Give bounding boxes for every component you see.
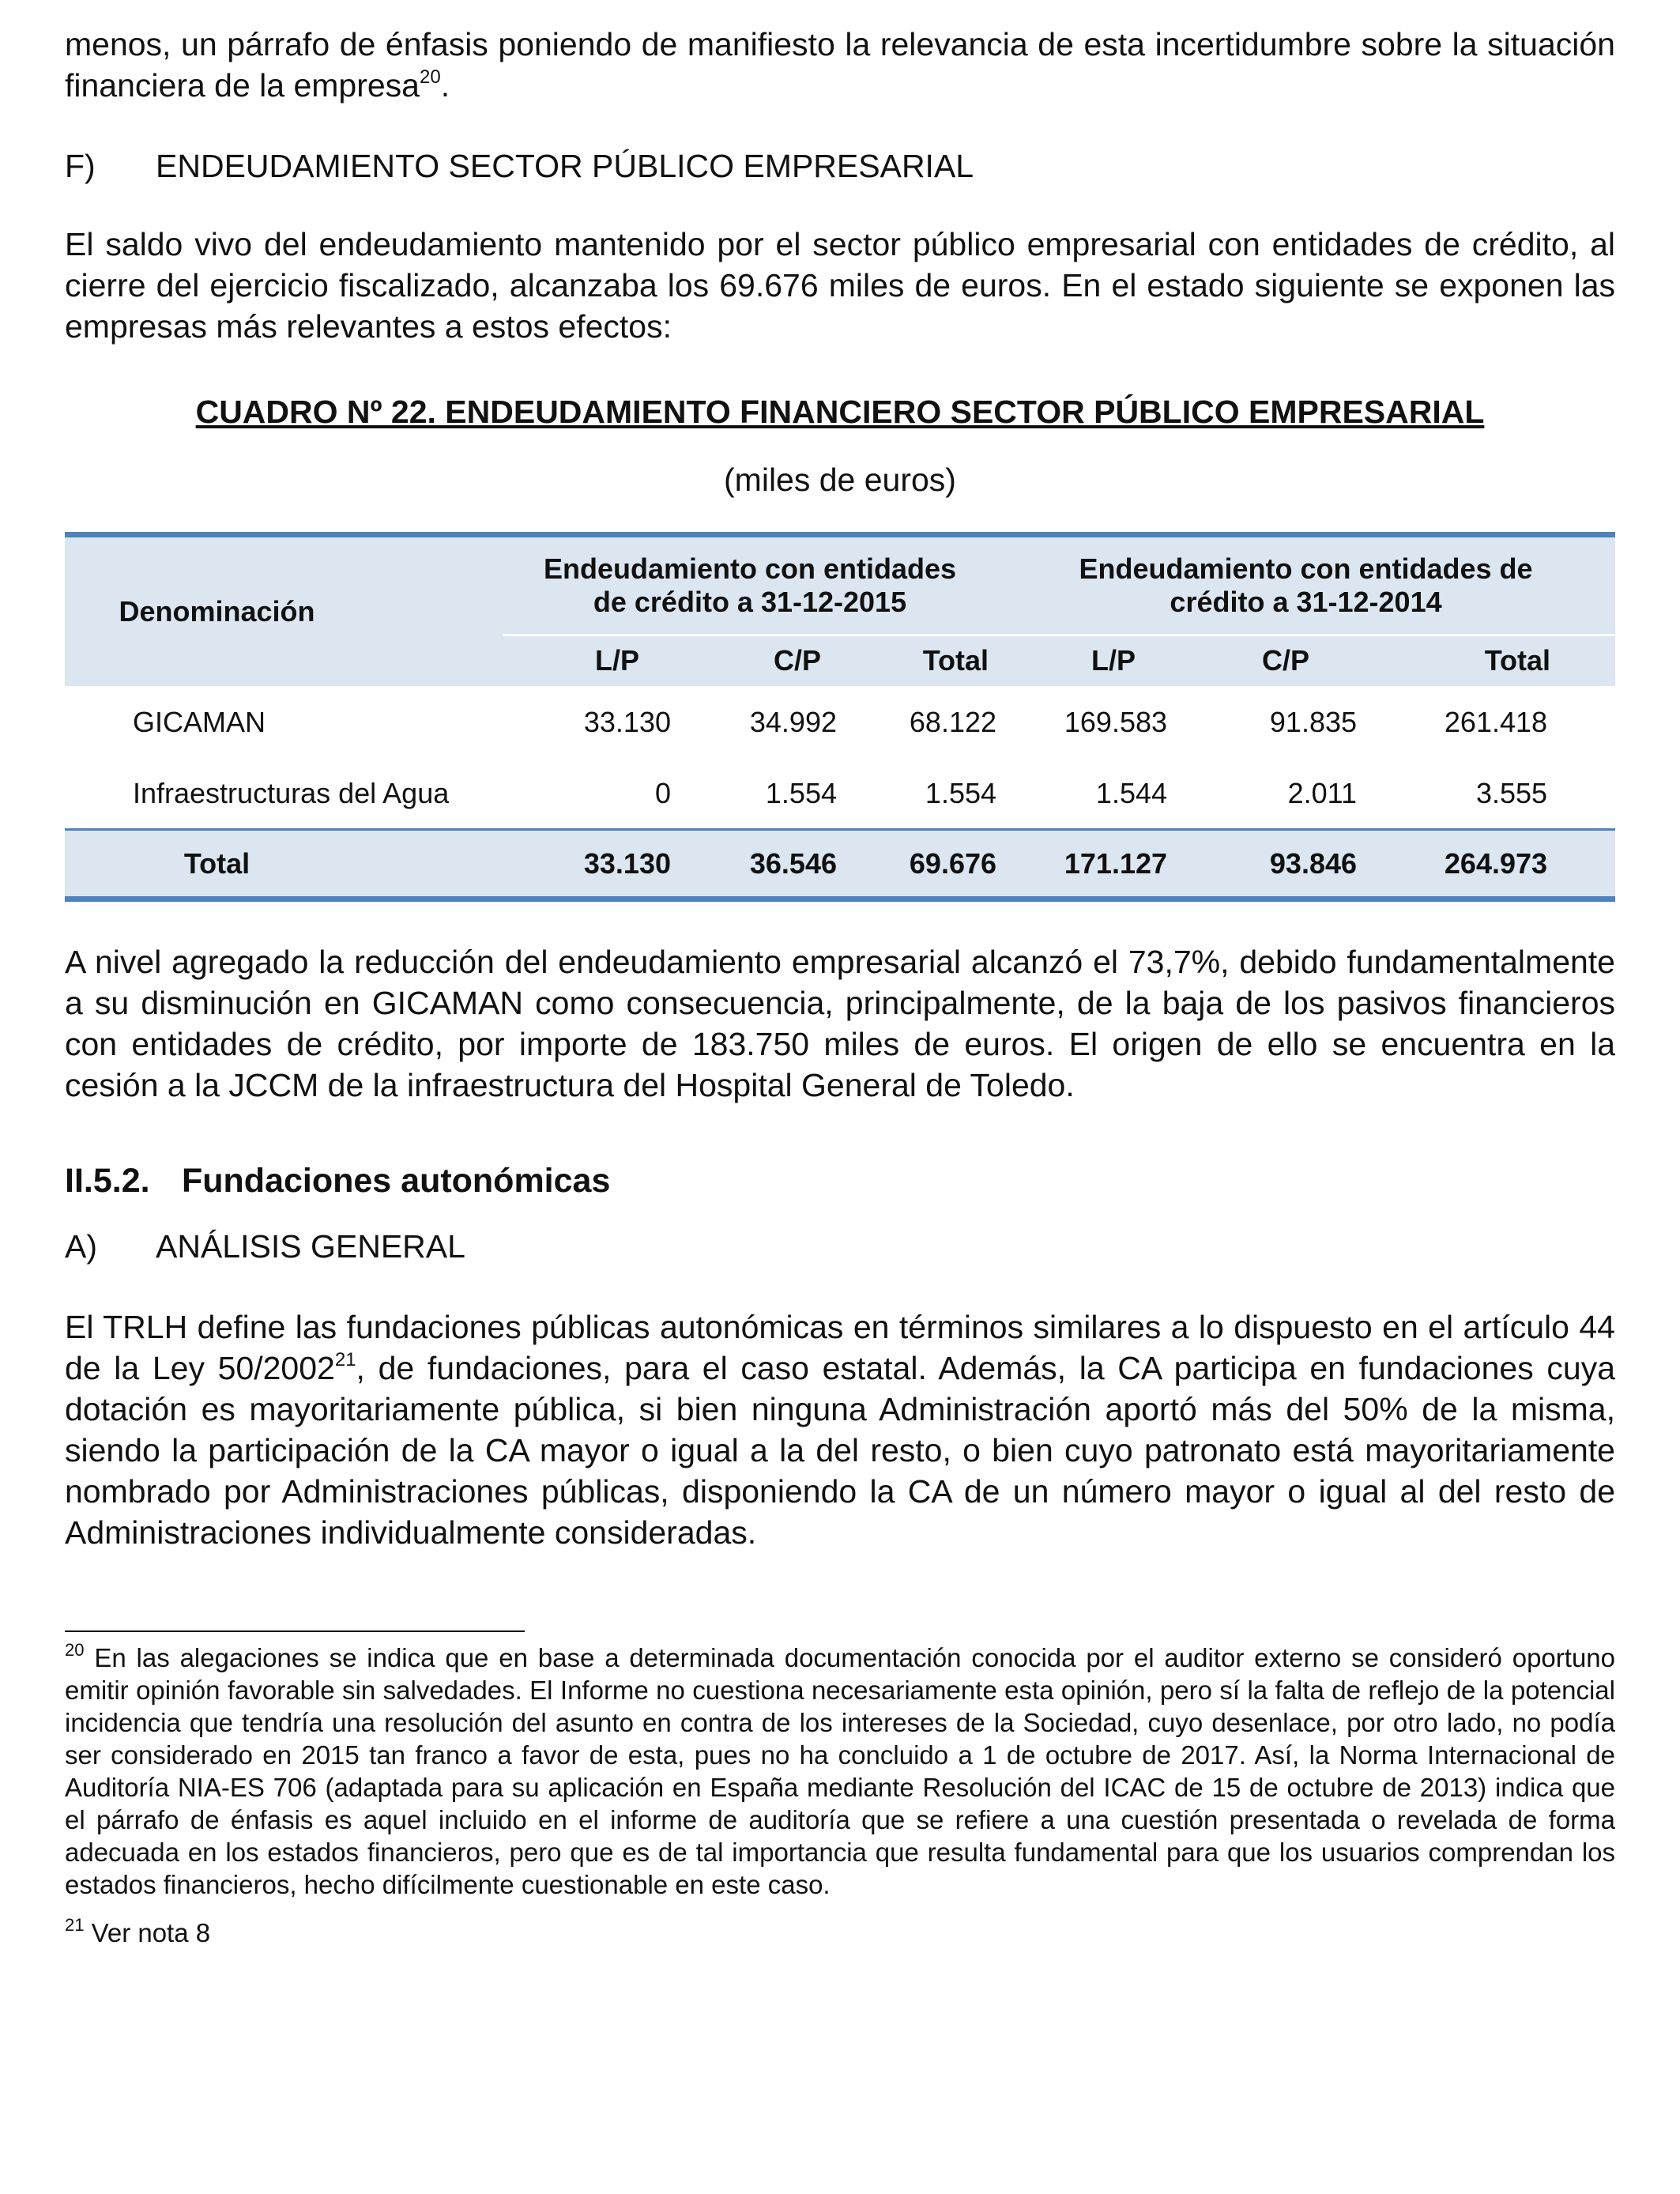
intro-paragraph — [65, 24, 1615, 106]
trlh-text-end: , de fundaciones, para el caso estatal. Además, la CA participa en fundaciones cuya dotación es mayoritariamente pública, si bien ninguna Administración aportó más del 50% de la misma, siendo la participación de la CA mayor o igual a la del resto, o bien cuyo patronato está mayoritariamente nombrado por Administraciones públicas, disponiendo la CA de un número mayor o igual al del resto de Administraciones individualmente consideradas. — [65, 1350, 1615, 1551]
header-denominacion: Denominación — [65, 535, 503, 686]
cell: 1.544 — [1095, 776, 1168, 809]
row-name: Infraestructuras del Agua — [133, 776, 450, 809]
table-units: (miles de euros) — [724, 462, 956, 498]
heading-a — [65, 1226, 1615, 1267]
total-cell: 36.546 — [671, 830, 837, 899]
cell: 261.418 — [1444, 705, 1548, 738]
subheader-total-2015: Total — [837, 635, 996, 686]
cell: 1.554 — [925, 776, 997, 809]
subheader-lp-2014: L/P — [996, 635, 1167, 686]
section-number: II.5.2. — [65, 1162, 150, 1200]
subheader-total-2014: Total — [1357, 635, 1615, 686]
footnote-20-text: En las alegaciones se indica que en base a determinada documentación conocida por el auditor externo se consideró oportuno emitir opinión favorable sin salvedades. El Informe no cuestiona necesariamente esta opinión, pero sí la falta de reflejo de la potencial incidencia que tendría una resolución del asunto en contra de los intereses de la Sociedad, cuyo desenlace, por otro lado, no podía ser considerado en 2015 tan franco a favor de esta, pues no ha concluido a 1 de octubre de 2017. Así, la Norma Internacional de Auditoría NIA-ES 706 (adaptada para su aplicación en España mediante Resolución del ICAC de 15 de octubre de 2013) indica que el párrafo de énfasis es aquel incluido en el informe de auditoría que se refiere a una cuestión presentada o revelada de forma adecuada en los estados financieros, pero que es de tal importancia que resulta fundamental para que los usuarios comprendan los estados financieros, hecho difícilmente cuestionable en este caso. — [65, 1643, 1615, 1899]
cell: 91.835 — [1269, 705, 1358, 738]
total-cell: 171.127 — [996, 830, 1167, 899]
footnote-21 — [65, 1917, 1615, 1949]
cell: 34.992 — [749, 705, 837, 738]
cell: 3.555 — [1475, 776, 1548, 809]
cell: 33.130 — [583, 705, 671, 738]
table-row — [65, 686, 1615, 759]
trlh-paragraph — [65, 1306, 1615, 1553]
document-page — [65, 24, 1615, 1949]
total-cell: 69.676 — [837, 830, 996, 899]
cell: 0 — [654, 776, 671, 809]
total-cell: 264.973 — [1357, 830, 1615, 899]
intro-end: . — [440, 67, 450, 104]
footnote-divider — [65, 1630, 525, 1632]
heading-a-title: ANÁLISIS GENERAL — [156, 1228, 465, 1265]
footnote-20 — [65, 1642, 1615, 1901]
debt-table — [65, 532, 1615, 902]
header-group-2014: Endeudamiento con entidades de crédito a 31-12-2014 — [996, 535, 1615, 635]
section-heading — [65, 1159, 1615, 1202]
total-cell: 93.846 — [1167, 830, 1357, 899]
intro-text: menos, un párrafo de énfasis poniendo de manifiesto la relevancia de esta incertidumbre sobre la situación financiera de la empresa — [65, 26, 1615, 104]
footnote-ref-21[interactable]: 21 — [334, 1349, 356, 1371]
heading-a-letter: A) — [65, 1228, 97, 1265]
subheader-lp-2015: L/P — [503, 635, 671, 686]
heading-f-title: ENDEUDAMIENTO SECTOR PÚBLICO EMPRESARIAL — [156, 148, 974, 184]
row-name: GICAMAN — [133, 705, 266, 738]
subheader-cp-2015: C/P — [671, 635, 837, 686]
cell: 1.554 — [765, 776, 837, 809]
table-row — [65, 759, 1615, 830]
table-caption: CUADRO Nº 22. ENDEUDAMIENTO FINANCIERO SECTOR PÚBLICO EMPRESARIAL — [195, 394, 1485, 430]
footnote-21-text: Ver nota 8 — [84, 1918, 211, 1947]
debt-paragraph: El saldo vivo del endeudamiento mantenido por el sector público empresarial con entidades de crédito, al cierre del ejercicio fiscalizado, alcanzaba los 69.676 miles de euros. En el estado siguiente se exponen las empresas más relevantes a estos efectos: — [65, 226, 1615, 345]
footnote-ref-20[interactable]: 20 — [419, 66, 441, 89]
footnote-21-number: 21 — [65, 1915, 85, 1935]
footnote-20-number: 20 — [65, 1640, 85, 1660]
total-label: Total — [65, 830, 503, 899]
cell: 169.583 — [1064, 705, 1168, 738]
cell: 2.011 — [1287, 776, 1358, 809]
trlh-text-start: El TRLH define las fundaciones públicas autonómicas en términos similares a lo dispuesto en el artículo 44 de la Ley 50/2002 — [65, 1309, 1615, 1386]
cell: 68.122 — [909, 705, 997, 738]
header-group-2015: Endeudamiento con entidades de crédito a 31-12-2015 — [503, 535, 996, 635]
reduction-paragraph: A nivel agregado la reducción del endeudamiento empresarial alcanzó el 73,7%, debido fundamentalmente a su disminución en GICAMAN como consecuencia, principalmente, de la baja de los pasivos financieros con entidades de crédito, por importe de 183.750 miles de euros. El origen de ello se encuentra en la cesión a la JCCM de la infraestructura del Hospital General de Toledo. — [65, 944, 1615, 1103]
heading-f-letter: F) — [65, 148, 96, 184]
section-title: Fundaciones autonómicas — [182, 1162, 611, 1200]
total-cell: 33.130 — [503, 830, 671, 899]
heading-f — [65, 145, 1615, 187]
table-total-row — [65, 830, 1615, 899]
subheader-cp-2014: C/P — [1167, 635, 1357, 686]
